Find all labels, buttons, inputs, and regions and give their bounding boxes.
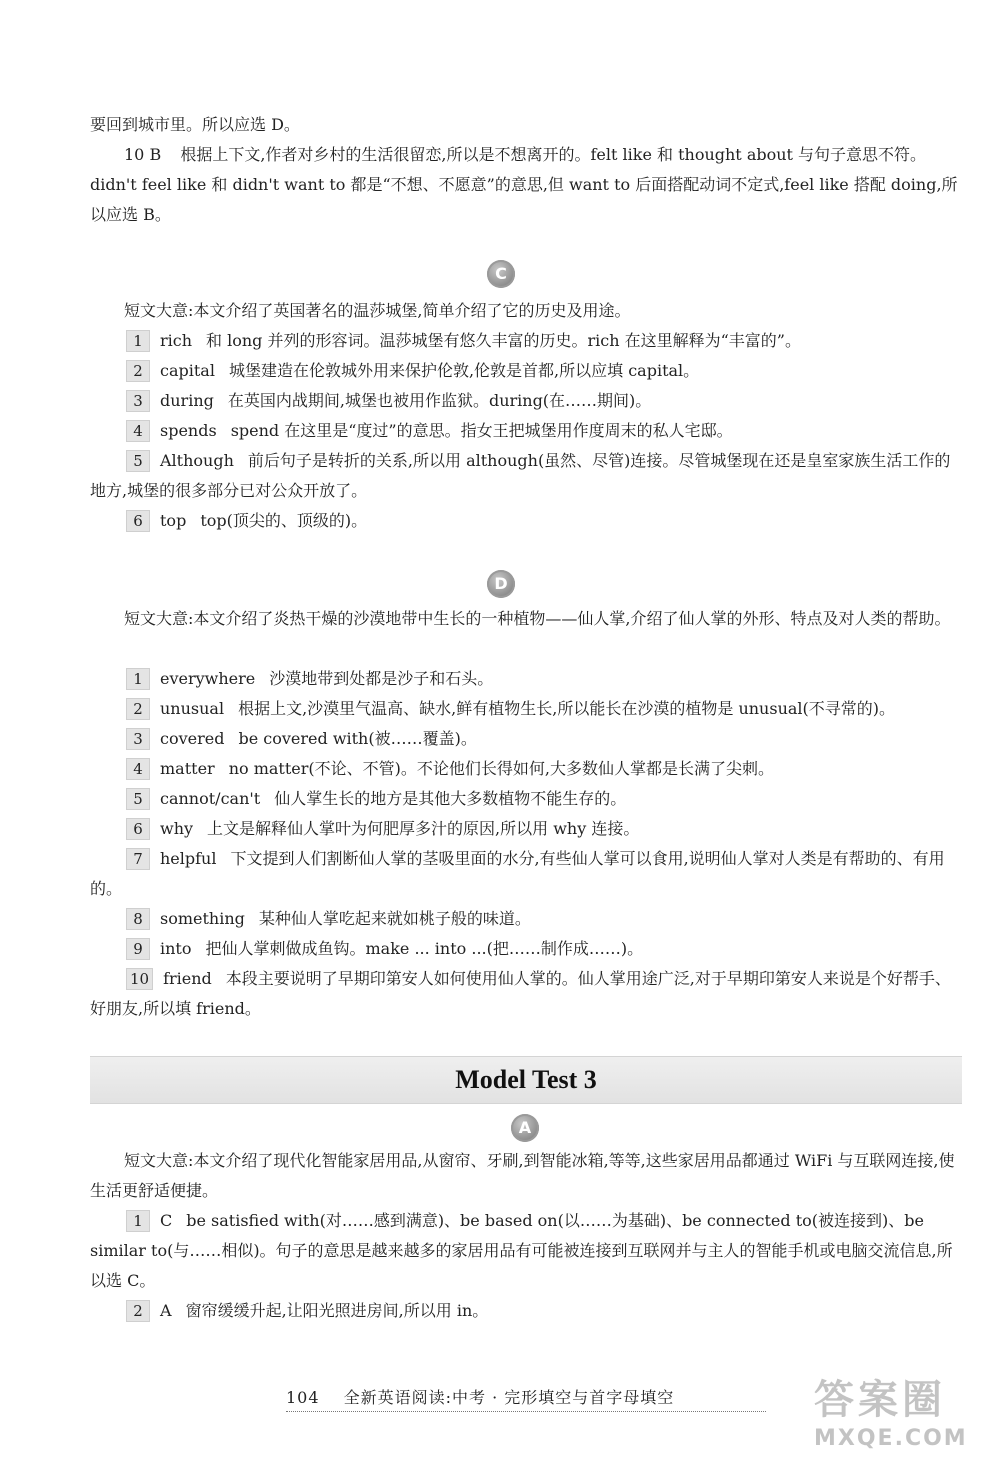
model-test-title: Model Test 3 [455,1065,597,1094]
item-explanation: 把仙人掌刺做成鱼钩。make ... into ...(把……制作成……)。 [205,939,644,958]
item-number-box: 2 [126,698,150,720]
item-number-box: 1 [126,668,150,690]
item-explanation: 根据上下文,作者对乡村的生活很留恋,所以是不想离开的。felt like 和 thought about 与句子意思不符。didn't feel like 和 didn't want to 都是“不想、不愿意”的意思,但 want to 后面搭配动词不定式,feel like 搭配 doing,所以应选 B。 [90,145,958,224]
item-explanation: 本段主要说明了早期印第安人如何使用仙人掌的。仙人掌用途广泛,对于早期印第安人来说是个好帮手、好朋友,所以填 friend。 [90,969,951,1018]
item-explanation: 根据上文,沙漠里气温高、缺水,鲜有植物生长,所以能长在沙漠的植物是 unusual(不寻常的)。 [238,699,896,718]
item-answer: A [160,1301,172,1320]
item-number-box: 6 [126,510,150,532]
item-answer: covered [160,729,225,748]
section-d-item-7 [90,844,962,904]
item-number-box: 5 [126,450,150,472]
item-explanation: 在英国内战期间,城堡也被用作监狱。during(在……期间)。 [227,391,652,410]
section-a-summary: 短文大意:本文介绍了现代化智能家居用品,从窗帘、牙刷,到智能冰箱,等等,这些家居用品都通过 WiFi 与互联网连接,使生活更舒适便捷。 [90,1151,955,1200]
section-c-item-4 [126,416,962,446]
item-answer: rich [160,331,193,350]
item-explanation: 某种仙人掌吃起来就如桃子般的味道。 [258,909,531,928]
section-c-item-3 [126,386,962,416]
item-answer: something [160,909,245,928]
section-c-item-5 [90,446,962,506]
section-d-badge: D [487,570,515,598]
section-c-item-1 [126,326,962,356]
item-explanation: 仙人掌生长的地方是其他大多数植物不能生存的。 [274,789,627,808]
item-answer: into [160,939,192,958]
footer-divider [286,1411,766,1412]
item-answer: during [160,391,214,410]
section-a-badge: A [511,1114,539,1142]
section-d-item-2 [126,694,962,724]
item-answer: everywhere [160,669,256,688]
item-number-box: 1 [126,1210,150,1232]
section-d-item-9 [126,934,962,964]
section-d-item-1 [126,664,962,694]
section-c-item-2 [126,356,962,386]
item-number-box: 10 [126,968,153,990]
section-c-badge: C [487,260,515,288]
item-answer: top [160,511,187,530]
item-answer: B [149,145,162,164]
item-number-box: 5 [126,788,150,810]
section-d-item-6 [126,814,962,844]
item-number: 10 [124,145,145,164]
item-explanation: 和 long 并列的形容词。温莎城堡有悠久丰富的历史。rich 在这里解释为“丰富的”。 [206,331,801,350]
continuation-line: 要回到城市里。所以应选 D。 [90,115,300,134]
page-footer [286,1385,846,1408]
model-test-banner [90,1056,962,1104]
section-d-item-3 [126,724,962,754]
watermark-logo [796,1364,996,1460]
section-d-item-5 [126,784,962,814]
page-number: 104 [286,1388,320,1407]
item-explanation: 下文提到人们割断仙人掌的茎吸里面的水分,有些仙人掌可以食用,说明仙人掌对人类是有帮助的、有用的。 [90,849,945,898]
item-explanation: 前后句子是转折的关系,所以用 although(虽然、尽管)连接。尽管城堡现在还是皇室家族生活工作的地方,城堡的很多部分已对公众开放了。 [90,451,951,500]
item-number-box: 1 [126,330,150,352]
item-number-box: 9 [126,938,150,960]
item-answer: capital [160,361,215,380]
book-title: 全新英语阅读:中考 · 完形填空与首字母填空 [343,1388,675,1407]
item-answer: matter [160,759,215,778]
item-explanation: 上文是解释仙人掌叶为何肥厚多汁的原因,所以用 why 连接。 [207,819,640,838]
item-explanation: top(顶尖的、顶级的)。 [200,511,368,530]
item-number-box: 6 [126,818,150,840]
item-explanation: 窗帘缓缓升起,让阳光照进房间,所以用 in。 [185,1301,489,1320]
item-number-box: 7 [126,848,150,870]
section-d-summary: 短文大意:本文介绍了炎热干燥的沙漠地带中生长的一种植物——仙人掌,介绍了仙人掌的外形、特点及对人类的帮助。 [124,609,951,628]
item-number-box: 3 [126,728,150,750]
section-d-item-8 [126,904,962,934]
item-explanation: be satisfied with(对……感到满意)、be based on(以……为基础)、be connected to(被连接到)、be similar to(与……相似)。句子的意思是越来越多的家居用品有可能被连接到互联网并与主人的智能手机或电脑交流信息,所以选 C。 [90,1211,953,1290]
item-explanation: spend 在这里是“度过”的意思。指女王把城堡用作度周末的私人宅邸。 [230,421,733,440]
item-answer: Although [160,451,234,470]
section-d-item-10 [90,964,962,1024]
item-answer: cannot/can't [160,789,261,808]
item-number-box: 4 [126,420,150,442]
section-a-item-1 [90,1206,962,1296]
item-number-box: 3 [126,390,150,412]
watermark-text: 答案圈 [814,1377,946,1423]
section-c-summary: 短文大意:本文介绍了英国著名的温莎城堡,简单介绍了它的历史及用途。 [124,301,631,320]
watermark-url: MXQE.COM [814,1426,968,1451]
section-a-item-2 [126,1296,962,1326]
item-answer: helpful [160,849,217,868]
item-answer: spends [160,421,217,440]
item-answer: why [160,819,194,838]
item-explanation: be covered with(被……覆盖)。 [238,729,477,748]
item-explanation: 城堡建造在伦敦城外用来保护伦敦,伦敦是首都,所以应填 capital。 [228,361,700,380]
item-answer: unusual [160,699,225,718]
item-answer: C [160,1211,173,1230]
section-c-item-6 [126,506,962,536]
item-explanation: no matter(不论、不管)。不论他们长得如何,大多数仙人掌都是长满了尖刺。 [228,759,774,778]
item-number-box: 4 [126,758,150,780]
answer-item-10-prev [90,140,962,230]
section-d-item-4 [126,754,962,784]
item-number-box: 2 [126,1300,150,1322]
item-answer: friend [163,969,212,988]
item-number-box: 8 [126,908,150,930]
item-number-box: 2 [126,360,150,382]
item-explanation: 沙漠地带到处都是沙子和石头。 [269,669,494,688]
